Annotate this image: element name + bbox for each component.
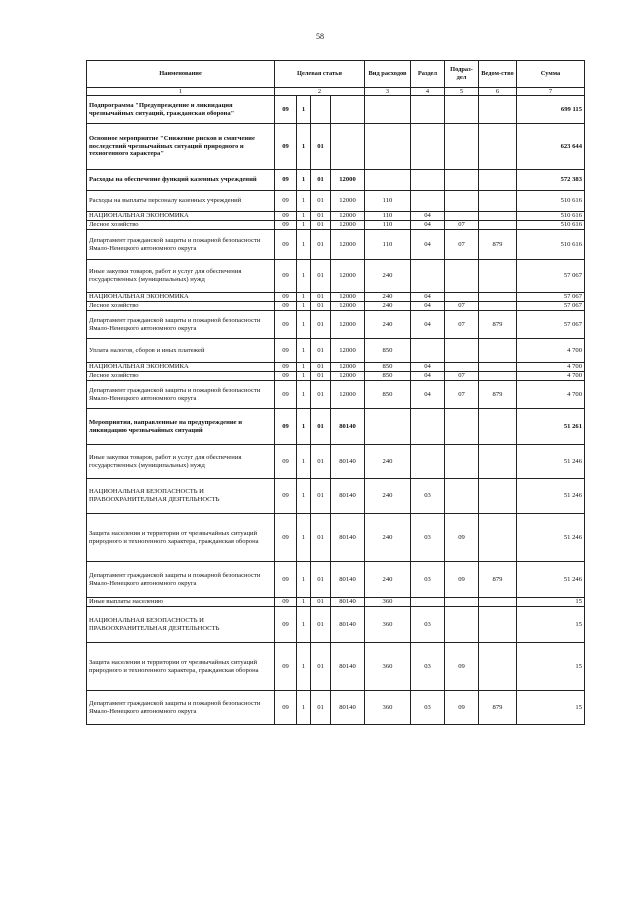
department-cell xyxy=(479,598,517,607)
sum-cell: 51 261 xyxy=(517,409,585,445)
department-cell xyxy=(479,124,517,170)
department-cell xyxy=(479,643,517,691)
expense-type-cell: 240 xyxy=(365,260,411,293)
program-code-cell: 09 xyxy=(275,363,297,372)
activity-code-cell: 01 xyxy=(311,363,331,372)
activity-code-cell: 01 xyxy=(311,170,331,191)
row-name-cell: Департамент гражданской защиты и пожарной безопасности Ямало-Ненецкого автономного округа xyxy=(87,230,275,260)
direction-code-cell xyxy=(331,96,365,124)
table-row xyxy=(87,212,585,221)
activity-code-cell: 01 xyxy=(311,691,331,725)
expense-type-cell: 240 xyxy=(365,293,411,302)
department-cell xyxy=(479,170,517,191)
row-name-cell: Защита населения и территории от чрезвычайных ситуаций природного и техногенного характера, гражданская оборона xyxy=(87,514,275,562)
column-number: 5 xyxy=(445,88,479,96)
sum-cell: 57 067 xyxy=(517,260,585,293)
activity-code-cell: 01 xyxy=(311,643,331,691)
expense-type-cell: 850 xyxy=(365,339,411,363)
direction-code-cell: 12000 xyxy=(331,311,365,339)
direction-code-cell: 12000 xyxy=(331,339,365,363)
activity-code-cell: 01 xyxy=(311,124,331,170)
program-code-cell: 09 xyxy=(275,191,297,212)
sum-cell: 57 067 xyxy=(517,311,585,339)
department-cell xyxy=(479,260,517,293)
row-name-cell: Лесное хозяйство xyxy=(87,302,275,311)
section-cell: 04 xyxy=(411,302,445,311)
subprogram-code-cell: 1 xyxy=(297,363,311,372)
activity-code-cell: 01 xyxy=(311,339,331,363)
expense-type-cell: 110 xyxy=(365,230,411,260)
direction-code-cell: 80140 xyxy=(331,514,365,562)
department-cell xyxy=(479,445,517,479)
row-name-cell: Мероприятия, направленные на предупреждение и ликвидацию чрезвычайных ситуаций xyxy=(87,409,275,445)
header-target: Целевая статья xyxy=(275,61,365,88)
direction-code-cell: 80140 xyxy=(331,607,365,643)
expense-type-cell: 360 xyxy=(365,643,411,691)
sum-cell: 51 246 xyxy=(517,445,585,479)
program-code-cell: 09 xyxy=(275,339,297,363)
expense-type-cell: 110 xyxy=(365,191,411,212)
subprogram-code-cell: 1 xyxy=(297,191,311,212)
subsection-cell xyxy=(445,445,479,479)
subsection-cell xyxy=(445,124,479,170)
subprogram-code-cell: 1 xyxy=(297,260,311,293)
table-row xyxy=(87,607,585,643)
table-row xyxy=(87,302,585,311)
expense-type-cell: 360 xyxy=(365,598,411,607)
section-cell xyxy=(411,409,445,445)
activity-code-cell: 01 xyxy=(311,372,331,381)
direction-code-cell: 12000 xyxy=(331,372,365,381)
column-number: 6 xyxy=(479,88,517,96)
table-row xyxy=(87,643,585,691)
program-code-cell: 09 xyxy=(275,479,297,514)
column-number: 2 xyxy=(275,88,365,96)
header-exp-type: Вид расходов xyxy=(365,61,411,88)
subprogram-code-cell: 1 xyxy=(297,479,311,514)
row-name-cell: Лесное хозяйство xyxy=(87,372,275,381)
sum-cell: 510 616 xyxy=(517,230,585,260)
activity-code-cell: 01 xyxy=(311,230,331,260)
direction-code-cell: 12000 xyxy=(331,381,365,409)
department-cell xyxy=(479,96,517,124)
program-code-cell: 09 xyxy=(275,221,297,230)
activity-code-cell: 01 xyxy=(311,293,331,302)
row-name-cell: НАЦИОНАЛЬНАЯ БЕЗОПАСНОСТЬ И ПРАВООХРАНИТЕЛЬНАЯ ДЕЯТЕЛЬНОСТЬ xyxy=(87,479,275,514)
department-cell xyxy=(479,409,517,445)
direction-code-cell: 12000 xyxy=(331,212,365,221)
subprogram-code-cell: 1 xyxy=(297,212,311,221)
table-body xyxy=(87,96,585,725)
direction-code-cell: 12000 xyxy=(331,221,365,230)
row-name-cell: Подпрограмма "Предупреждение и ликвидация чрезвычайных ситуаций, гражданская оборона" xyxy=(87,96,275,124)
activity-code-cell: 01 xyxy=(311,607,331,643)
section-cell: 04 xyxy=(411,221,445,230)
sum-cell: 51 246 xyxy=(517,562,585,598)
activity-code-cell: 01 xyxy=(311,191,331,212)
budget-table xyxy=(86,60,585,725)
section-cell xyxy=(411,445,445,479)
subprogram-code-cell: 1 xyxy=(297,339,311,363)
direction-code-cell: 80140 xyxy=(331,562,365,598)
direction-code-cell: 12000 xyxy=(331,293,365,302)
section-cell: 03 xyxy=(411,479,445,514)
row-name-cell: НАЦИОНАЛЬНАЯ ЭКОНОМИКА xyxy=(87,293,275,302)
header-section: Раздел xyxy=(411,61,445,88)
section-cell: 04 xyxy=(411,230,445,260)
subsection-cell: 07 xyxy=(445,372,479,381)
table-row xyxy=(87,339,585,363)
sum-cell: 510 616 xyxy=(517,212,585,221)
activity-code-cell: 01 xyxy=(311,409,331,445)
row-name-cell: Департамент гражданской защиты и пожарной безопасности Ямало-Ненецкого автономного округа xyxy=(87,311,275,339)
program-code-cell: 09 xyxy=(275,445,297,479)
table-row xyxy=(87,514,585,562)
expense-type-cell xyxy=(365,124,411,170)
section-cell: 04 xyxy=(411,311,445,339)
subprogram-code-cell: 1 xyxy=(297,445,311,479)
subprogram-code-cell: 1 xyxy=(297,372,311,381)
header-subsection: Подраз-дел xyxy=(445,61,479,88)
activity-code-cell: 01 xyxy=(311,302,331,311)
activity-code-cell: 01 xyxy=(311,445,331,479)
table-header xyxy=(87,61,585,96)
column-number: 3 xyxy=(365,88,411,96)
department-cell: 879 xyxy=(479,562,517,598)
program-code-cell: 09 xyxy=(275,311,297,339)
row-name-cell: Иные закупки товаров, работ и услуг для обеспечения государственных (муниципальных) нужд xyxy=(87,260,275,293)
row-name-cell: Департамент гражданской защиты и пожарной безопасности Ямало-Ненецкого автономного округа xyxy=(87,381,275,409)
sum-cell: 510 616 xyxy=(517,191,585,212)
expense-type-cell: 850 xyxy=(365,363,411,372)
subprogram-code-cell: 1 xyxy=(297,514,311,562)
expense-type-cell: 240 xyxy=(365,479,411,514)
department-cell: 879 xyxy=(479,230,517,260)
subsection-cell: 09 xyxy=(445,562,479,598)
subsection-cell xyxy=(445,170,479,191)
sum-cell: 4 700 xyxy=(517,363,585,372)
row-name-cell: Департамент гражданской защиты и пожарной безопасности Ямало-Ненецкого автономного округа xyxy=(87,691,275,725)
direction-code-cell: 12000 xyxy=(331,363,365,372)
program-code-cell: 09 xyxy=(275,607,297,643)
row-name-cell: Лесное хозяйство xyxy=(87,221,275,230)
sum-cell: 51 246 xyxy=(517,479,585,514)
direction-code-cell: 12000 xyxy=(331,191,365,212)
subsection-cell: 07 xyxy=(445,230,479,260)
subprogram-code-cell: 1 xyxy=(297,96,311,124)
table-row xyxy=(87,311,585,339)
row-name-cell: Департамент гражданской защиты и пожарной безопасности Ямало-Ненецкого автономного округа xyxy=(87,562,275,598)
section-cell: 03 xyxy=(411,691,445,725)
section-cell: 03 xyxy=(411,562,445,598)
sum-cell: 57 067 xyxy=(517,302,585,311)
subsection-cell xyxy=(445,191,479,212)
row-name-cell: Уплата налогов, сборов и иных платежей xyxy=(87,339,275,363)
department-cell: 879 xyxy=(479,381,517,409)
subsection-cell: 07 xyxy=(445,221,479,230)
row-name-cell: НАЦИОНАЛЬНАЯ БЕЗОПАСНОСТЬ И ПРАВООХРАНИТЕЛЬНАЯ ДЕЯТЕЛЬНОСТЬ xyxy=(87,607,275,643)
expense-type-cell: 240 xyxy=(365,514,411,562)
department-cell xyxy=(479,221,517,230)
subsection-cell xyxy=(445,479,479,514)
activity-code-cell: 01 xyxy=(311,212,331,221)
department-cell xyxy=(479,302,517,311)
table-row xyxy=(87,170,585,191)
section-cell xyxy=(411,191,445,212)
program-code-cell: 09 xyxy=(275,230,297,260)
row-name-cell: Иные закупки товаров, работ и услуг для обеспечения государственных (муниципальных) нужд xyxy=(87,445,275,479)
section-cell: 04 xyxy=(411,372,445,381)
program-code-cell: 09 xyxy=(275,212,297,221)
section-cell xyxy=(411,96,445,124)
program-code-cell: 09 xyxy=(275,96,297,124)
subprogram-code-cell: 1 xyxy=(297,230,311,260)
subprogram-code-cell: 1 xyxy=(297,598,311,607)
sum-cell: 51 246 xyxy=(517,514,585,562)
expense-type-cell xyxy=(365,170,411,191)
activity-code-cell xyxy=(311,96,331,124)
page-number: 58 xyxy=(316,32,324,41)
program-code-cell: 09 xyxy=(275,409,297,445)
direction-code-cell: 80140 xyxy=(331,409,365,445)
program-code-cell: 09 xyxy=(275,691,297,725)
program-code-cell: 09 xyxy=(275,381,297,409)
table-row xyxy=(87,409,585,445)
row-name-cell: Основное мероприятие "Снижение рисков и смягчение последствий чрезвычайных ситуаций природного и техногенного характера" xyxy=(87,124,275,170)
subsection-cell: 07 xyxy=(445,381,479,409)
column-number: 4 xyxy=(411,88,445,96)
department-cell xyxy=(479,372,517,381)
column-number: 7 xyxy=(517,88,585,96)
table-row xyxy=(87,381,585,409)
activity-code-cell: 01 xyxy=(311,260,331,293)
direction-code-cell: 80140 xyxy=(331,445,365,479)
table-row xyxy=(87,372,585,381)
department-cell xyxy=(479,607,517,643)
table-row xyxy=(87,191,585,212)
program-code-cell: 09 xyxy=(275,293,297,302)
direction-code-cell: 12000 xyxy=(331,170,365,191)
sum-cell: 15 xyxy=(517,607,585,643)
expense-type-cell: 240 xyxy=(365,562,411,598)
expense-type-cell xyxy=(365,96,411,124)
row-name-cell: Расходы на обеспечение функций казенных учреждений xyxy=(87,170,275,191)
activity-code-cell: 01 xyxy=(311,479,331,514)
direction-code-cell xyxy=(331,124,365,170)
table-row xyxy=(87,691,585,725)
activity-code-cell: 01 xyxy=(311,381,331,409)
subsection-cell xyxy=(445,96,479,124)
header-name: Наименование xyxy=(87,61,275,88)
expense-type-cell: 240 xyxy=(365,311,411,339)
activity-code-cell: 01 xyxy=(311,562,331,598)
program-code-cell: 09 xyxy=(275,643,297,691)
subsection-cell: 07 xyxy=(445,302,479,311)
sum-cell: 699 115 xyxy=(517,96,585,124)
expense-type-cell: 110 xyxy=(365,221,411,230)
table-row xyxy=(87,293,585,302)
expense-type-cell: 850 xyxy=(365,381,411,409)
section-cell: 04 xyxy=(411,363,445,372)
table-row xyxy=(87,598,585,607)
subsection-cell: 09 xyxy=(445,514,479,562)
sum-cell: 57 067 xyxy=(517,293,585,302)
sum-cell: 4 700 xyxy=(517,372,585,381)
subprogram-code-cell: 1 xyxy=(297,409,311,445)
subsection-cell: 07 xyxy=(445,311,479,339)
section-cell: 04 xyxy=(411,381,445,409)
section-cell: 03 xyxy=(411,643,445,691)
expense-type-cell xyxy=(365,409,411,445)
department-cell xyxy=(479,479,517,514)
row-name-cell: Защита населения и территории от чрезвычайных ситуаций природного и техногенного характера, гражданская оборона xyxy=(87,643,275,691)
program-code-cell: 09 xyxy=(275,598,297,607)
section-cell xyxy=(411,598,445,607)
expense-type-cell: 240 xyxy=(365,445,411,479)
section-cell: 04 xyxy=(411,293,445,302)
column-numbers-row xyxy=(87,88,585,96)
row-name-cell: НАЦИОНАЛЬНАЯ ЭКОНОМИКА xyxy=(87,212,275,221)
direction-code-cell: 12000 xyxy=(331,260,365,293)
section-cell xyxy=(411,170,445,191)
header-department: Ведом-ство xyxy=(479,61,517,88)
table-row xyxy=(87,445,585,479)
section-cell xyxy=(411,124,445,170)
direction-code-cell: 80140 xyxy=(331,643,365,691)
program-code-cell: 09 xyxy=(275,260,297,293)
subprogram-code-cell: 1 xyxy=(297,293,311,302)
row-name-cell: НАЦИОНАЛЬНАЯ ЭКОНОМИКА xyxy=(87,363,275,372)
column-number: 1 xyxy=(87,88,275,96)
header-sum: Сумма xyxy=(517,61,585,88)
subprogram-code-cell: 1 xyxy=(297,170,311,191)
sum-cell: 15 xyxy=(517,598,585,607)
activity-code-cell: 01 xyxy=(311,514,331,562)
table-row xyxy=(87,124,585,170)
subprogram-code-cell: 1 xyxy=(297,643,311,691)
subprogram-code-cell: 1 xyxy=(297,607,311,643)
department-cell xyxy=(479,212,517,221)
subprogram-code-cell: 1 xyxy=(297,381,311,409)
direction-code-cell: 12000 xyxy=(331,302,365,311)
subsection-cell: 09 xyxy=(445,643,479,691)
sum-cell: 572 383 xyxy=(517,170,585,191)
program-code-cell: 09 xyxy=(275,124,297,170)
subsection-cell xyxy=(445,607,479,643)
department-cell: 879 xyxy=(479,311,517,339)
program-code-cell: 09 xyxy=(275,562,297,598)
row-name-cell: Иные выплаты населению xyxy=(87,598,275,607)
expense-type-cell: 240 xyxy=(365,302,411,311)
subsection-cell xyxy=(445,293,479,302)
section-cell xyxy=(411,260,445,293)
program-code-cell: 09 xyxy=(275,372,297,381)
program-code-cell: 09 xyxy=(275,302,297,311)
expense-type-cell: 110 xyxy=(365,212,411,221)
table-row xyxy=(87,363,585,372)
expense-type-cell: 360 xyxy=(365,691,411,725)
activity-code-cell: 01 xyxy=(311,221,331,230)
activity-code-cell: 01 xyxy=(311,598,331,607)
row-name-cell: Расходы на выплаты персоналу казенных учреждений xyxy=(87,191,275,212)
subprogram-code-cell: 1 xyxy=(297,302,311,311)
table-row xyxy=(87,230,585,260)
sum-cell: 4 700 xyxy=(517,381,585,409)
section-cell: 03 xyxy=(411,607,445,643)
activity-code-cell: 01 xyxy=(311,311,331,339)
direction-code-cell: 80140 xyxy=(331,598,365,607)
direction-code-cell: 12000 xyxy=(331,230,365,260)
subprogram-code-cell: 1 xyxy=(297,562,311,598)
department-cell xyxy=(479,191,517,212)
subprogram-code-cell: 1 xyxy=(297,124,311,170)
expense-type-cell: 360 xyxy=(365,607,411,643)
subprogram-code-cell: 1 xyxy=(297,311,311,339)
table-row xyxy=(87,221,585,230)
sum-cell: 15 xyxy=(517,643,585,691)
section-cell: 04 xyxy=(411,212,445,221)
subsection-cell xyxy=(445,260,479,293)
department-cell xyxy=(479,339,517,363)
department-cell xyxy=(479,293,517,302)
department-cell xyxy=(479,514,517,562)
table-row xyxy=(87,562,585,598)
subprogram-code-cell: 1 xyxy=(297,221,311,230)
section-cell: 03 xyxy=(411,514,445,562)
subsection-cell xyxy=(445,598,479,607)
subsection-cell xyxy=(445,363,479,372)
sum-cell: 623 644 xyxy=(517,124,585,170)
table-row xyxy=(87,260,585,293)
sum-cell: 510 616 xyxy=(517,221,585,230)
subsection-cell xyxy=(445,339,479,363)
expense-type-cell: 850 xyxy=(365,372,411,381)
direction-code-cell: 80140 xyxy=(331,691,365,725)
table-row xyxy=(87,96,585,124)
sum-cell: 4 700 xyxy=(517,339,585,363)
direction-code-cell: 80140 xyxy=(331,479,365,514)
table-row xyxy=(87,479,585,514)
program-code-cell: 09 xyxy=(275,514,297,562)
section-cell xyxy=(411,339,445,363)
subsection-cell xyxy=(445,212,479,221)
program-code-cell: 09 xyxy=(275,170,297,191)
department-cell xyxy=(479,363,517,372)
department-cell: 879 xyxy=(479,691,517,725)
subsection-cell: 09 xyxy=(445,691,479,725)
subsection-cell xyxy=(445,409,479,445)
subprogram-code-cell: 1 xyxy=(297,691,311,725)
sum-cell: 15 xyxy=(517,691,585,725)
